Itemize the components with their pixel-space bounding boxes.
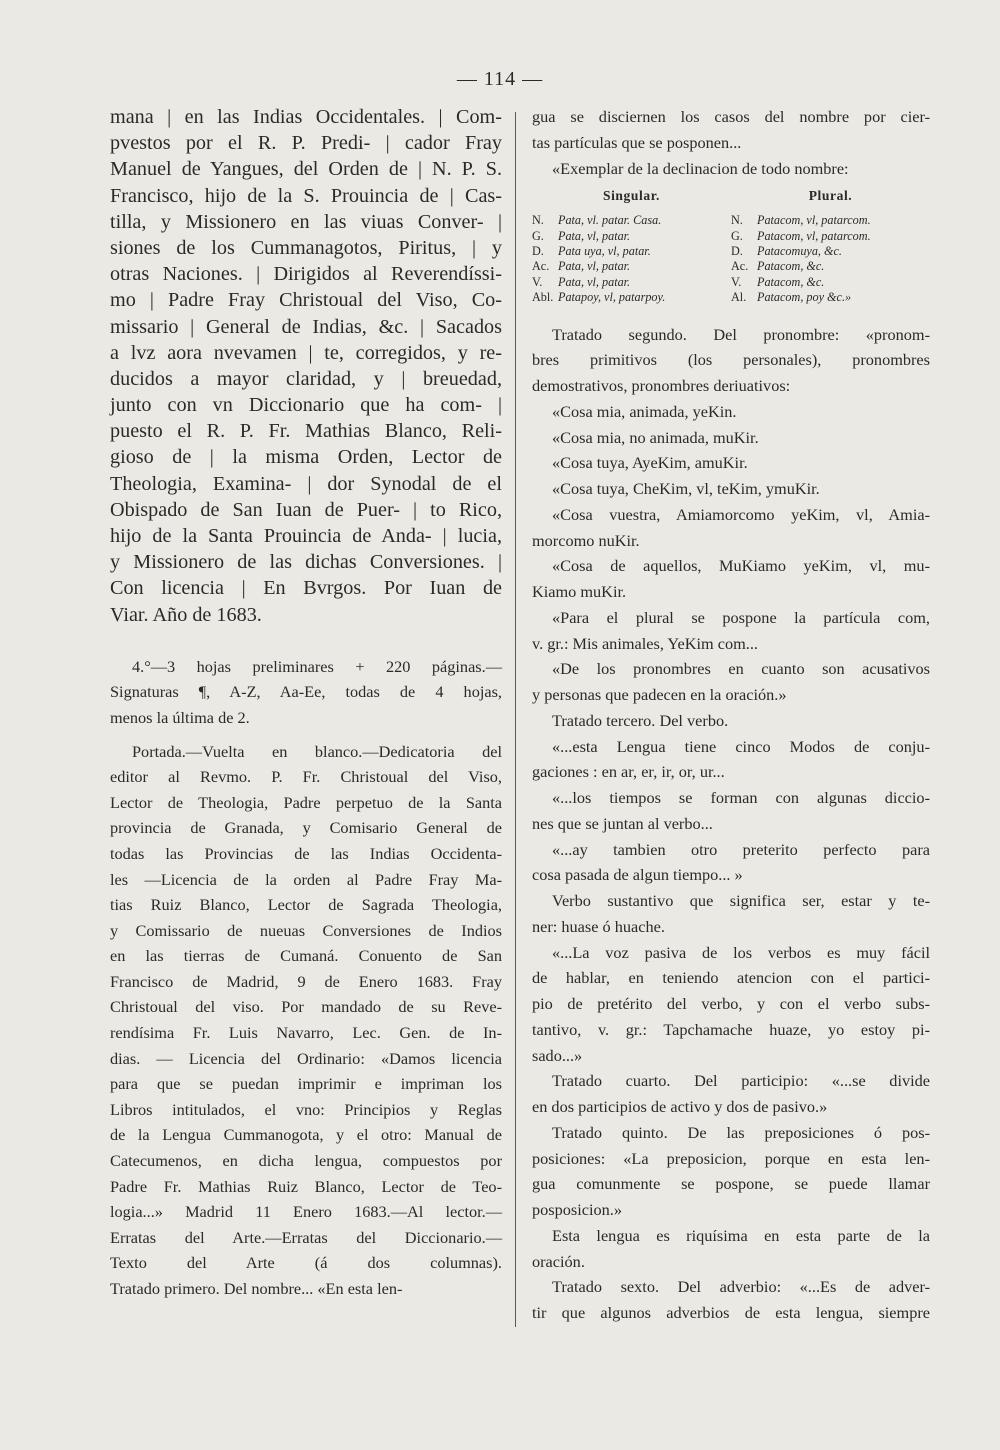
text-line: y Missionero de las dichas Conversiones. | [110,551,502,574]
case-form: Pata, vl, patar. [558,274,631,289]
text-line: tilla, y Missionero en las viuas Conver- | [110,210,502,233]
text-line: de hablar, en teniendo atencion con el partici- [532,968,930,988]
text-line: Tratado primero. Del nombre... «En esta len- [110,1279,403,1298]
book-title-block [110,104,502,628]
text-line: junto con vn Diccionario que ha com- | [110,394,502,417]
text-line: para que se puedan imprimir e impriman los [110,1074,502,1094]
text-line: puesto el R. P. Fr. Mathias Blanco, Reli- [110,420,502,443]
declension-row [532,213,731,228]
text-line: pio de pretérito del verbo, y con el verbo subs- [532,994,930,1014]
case-label: V. [532,274,543,289]
case-form: Patacom, &c. [757,274,825,289]
text-line: «Cosa tuya, AyeKim, amuKir. [552,453,748,473]
declension-row [731,244,930,259]
text-line: provincia de Granada, y Comisario General de [110,818,502,838]
text-line: «Cosa mia, no animada, muKir. [552,427,759,447]
declension-row [731,275,930,290]
text-line: nes que se juntan al verbo... [532,813,713,833]
text-line: «...La voz pasiva de los verbos es muy fácil [552,942,930,962]
text-line: «Cosa mia, animada, yeKin. [552,401,737,421]
text-line: dias. — Licencia del Ordinario: «Damos licencia [110,1048,502,1068]
singular-column [532,185,731,305]
text-line: mo | Padre Fray Christoual del Viso, Co- [110,289,502,312]
text-line: en las tierras de Cumaná. Conuento de San [110,946,502,966]
text-line: Lector de Theologia, Padre perpetuo de la Santa [110,792,502,812]
case-form: Pata uya, vl, patar. [558,244,651,259]
text-line: y personas que padecen en la oración.» [532,685,787,705]
contents-paragraph [110,739,502,1302]
text-line: tir que algunos adverbios de esta lengua, siempre [532,1303,930,1323]
text-line: sado...» [532,1045,583,1065]
case-label: Abl. [532,290,554,305]
case-label: N. [731,213,743,228]
page-number: — 114 — [456,68,544,90]
text-line: Francisco, hijo de la S. Prouincia de | Cas- [110,184,502,207]
text-line: gioso de | la misma Orden, Lector de [110,446,502,469]
text-line: v. gr.: Mis animales, YeKim com... [532,633,758,653]
text-line: siones de los Cummanagotos, Piritus, | y [110,236,502,259]
text-line: «Cosa de aquellos, MuKiamo yeKim, vl, mu- [552,556,930,576]
column-divider [515,112,516,1327]
text-line: 4.°—3 hojas preliminares + 220 páginas.— [132,656,502,676]
declension-row [532,290,731,305]
text-line: posiciones: «La preposicion, porque en esta len- [532,1148,930,1168]
case-label: D. [731,244,743,259]
text-line: Texto del Arte (á dos columnas). [110,1253,502,1273]
text-line: missario | General de Indias, &c. | Sacados [110,315,502,338]
text-line: Catecumenos, en dicha lengua, compuestos por [110,1151,502,1171]
text-line: Kiamo muKir. [532,582,627,602]
text-line: Theologia, Examina- | dor Synodal de el [110,472,502,495]
text-line: gua se disciernen los casos del nombre por cier- [532,107,930,126]
case-form: Patacom, &c. [757,259,825,274]
text-line: tantivo, v. gr.: Tapchamache huaze, yo estoy pi- [532,1019,930,1039]
text-line: bres primitivos (los personales), pronombres [532,350,930,370]
text-line: Obispado de San Iuan de Puer- | to Rico, [110,498,502,521]
right-column [532,104,930,1326]
declension-table [532,185,930,305]
case-label: G. [731,228,743,243]
text-line: «Para el plural se pospone la partícula com, [552,607,930,627]
declension-row [532,229,731,244]
text-line: ducidos a mayor claridad, y | breuedad, [110,367,502,390]
text-line: gaciones : en ar, er, ir, or, ur... [532,762,725,782]
text-line: Libros intitulados, el vno: Principios y Reglas [110,1099,502,1119]
text-line: ner: huase ó huache. [532,916,665,936]
declension-row [731,259,930,274]
text-line: Signaturas ¶, A-Z, Aa-Ee, todas de 4 hojas, [110,682,502,702]
text-line: editor al Revmo. P. Fr. Christoual del Viso, [110,767,502,787]
declension-row [532,244,731,259]
case-label: G. [532,228,544,243]
right-body-text [532,322,930,1326]
declension-row [532,275,731,290]
text-line: Manuel de Yangues, del Orden de | N. P. S. [110,158,502,181]
text-line: Tratado quinto. De las preposiciones ó pos- [552,1122,930,1142]
right-intro-text [532,104,930,181]
text-line: otras Naciones. | Dirigidos al Reverendíssi- [110,263,502,286]
text-line: Tratado segundo. Del pronombre: «pronom- [552,324,930,344]
declension-row [731,229,930,244]
text-line: cosa pasada de algun tiempo... » [532,865,743,885]
case-label: Ac. [731,259,749,274]
text-line: hijo de la Santa Prouincia de Anda- | lucia, [110,525,502,547]
text-line: en dos participios de activo y dos de pasivo.» [532,1097,828,1117]
text-line: «Cosa vuestra, Amiamorcomo yeKim, vl, Amia- [552,504,930,524]
case-form: Pata, vl, patar. [558,228,631,243]
case-form: Patacom, vl, patarcom. [757,213,871,228]
case-label: Al. [731,290,747,305]
case-label: Ac. [532,259,550,274]
text-line: tas partículas que se posponen... [532,132,742,152]
text-line: Esta lengua es riquísima en esta parte de la [552,1225,930,1245]
text-line: Padre Fr. Mathias Ruiz Blanco, Lector de Teo- [110,1176,502,1196]
case-form: Patacomuya, &c. [757,244,842,259]
plural-column [731,185,930,305]
text-line: Portada.—Vuelta en blanco.—Dedicatoria del [132,741,502,761]
case-label: N. [532,213,544,228]
text-line: logia...» Madrid 11 Enero 1683.—Al lector.— [110,1202,502,1222]
text-line: a lvz aora nvevamen | te, corregidos, y re- [110,341,502,364]
text-line: todas las Provincias de las Indias Occidenta- [110,843,502,863]
declension-row [731,290,930,305]
text-line: Viar. Año de 1683. [110,603,262,626]
text-line: oración. [532,1251,585,1271]
text-line: morcomo nuKir. [532,530,640,550]
singular-header: Singular. [602,188,661,204]
text-line: «Exemplar de la declinacion de todo nombre: [552,158,849,178]
left-column [110,104,502,1302]
text-line: Tratado sexto. Del adverbio: «...Es de adver- [552,1277,930,1297]
text-line: les —Licencia de la orden al Padre Fray Ma- [110,869,502,889]
text-line: mana | en las Indias Occidentales. | Com- [110,106,502,128]
case-form: Patacom, poy &c.» [757,290,852,305]
text-line: Christoual del viso. Por mandado de su Reve- [110,997,502,1017]
text-line: «...los tiempos se forman con algunas diccio- [552,788,930,808]
collation-paragraph [110,654,502,731]
text-line: y Comissario de nueuas Conversiones de Indios [110,920,502,940]
text-line: «...esta Lengua tiene cinco Modos de conju- [552,736,930,756]
text-line: rendísima Fr. Luis Navarro, Lec. Gen. de In- [110,1023,502,1043]
case-form: Patapoy, vl, patarpoy. [558,290,666,305]
text-line: pvestos por el R. P. Predi- | cador Fray [110,132,502,155]
text-line: Tratado tercero. Del verbo. [552,710,729,730]
text-line: Francisco de Madrid, 9 de Enero 1683. Fray [110,971,502,991]
case-form: Pata, vl, patar. [558,259,631,274]
text-line: Verbo sustantivo que significa ser, estar y te- [552,891,930,911]
declension-row [532,259,731,274]
case-label: V. [731,274,742,289]
text-line: menos la última de 2. [110,707,250,727]
case-label: D. [532,244,544,259]
text-line: «Cosa tuya, CheKim, vl, teKim, ymuKir. [552,479,820,499]
text-line: Erratas del Arte.—Erratas del Diccionario.— [110,1227,502,1247]
case-form: Pata, vl. patar. Casa. [558,213,662,228]
text-line: Tratado cuarto. Del participio: «...se divide [552,1071,930,1091]
plural-header: Plural. [808,188,853,204]
declension-row [731,213,930,228]
case-form: Patacom, vl, patarcom. [757,228,871,243]
text-line: gua comunmente se pospone, se puede llamar [532,1174,930,1194]
text-line: tias Ruiz Blanco, Lector de Sagrada Theologia, [110,895,502,915]
text-line: de la Lengua Cummanogota, y el otro: Manual de [110,1125,502,1145]
text-line: posposicion.» [532,1200,623,1220]
text-line: demostrativos, pronombres deriuativos: [532,376,791,396]
text-line: «...ay tambien otro preterito perfecto para [552,839,930,859]
text-line: «De los pronombres en cuanto son acusativos [552,659,930,679]
text-line: Con licencia | En Bvrgos. Por Iuan de [110,577,502,600]
